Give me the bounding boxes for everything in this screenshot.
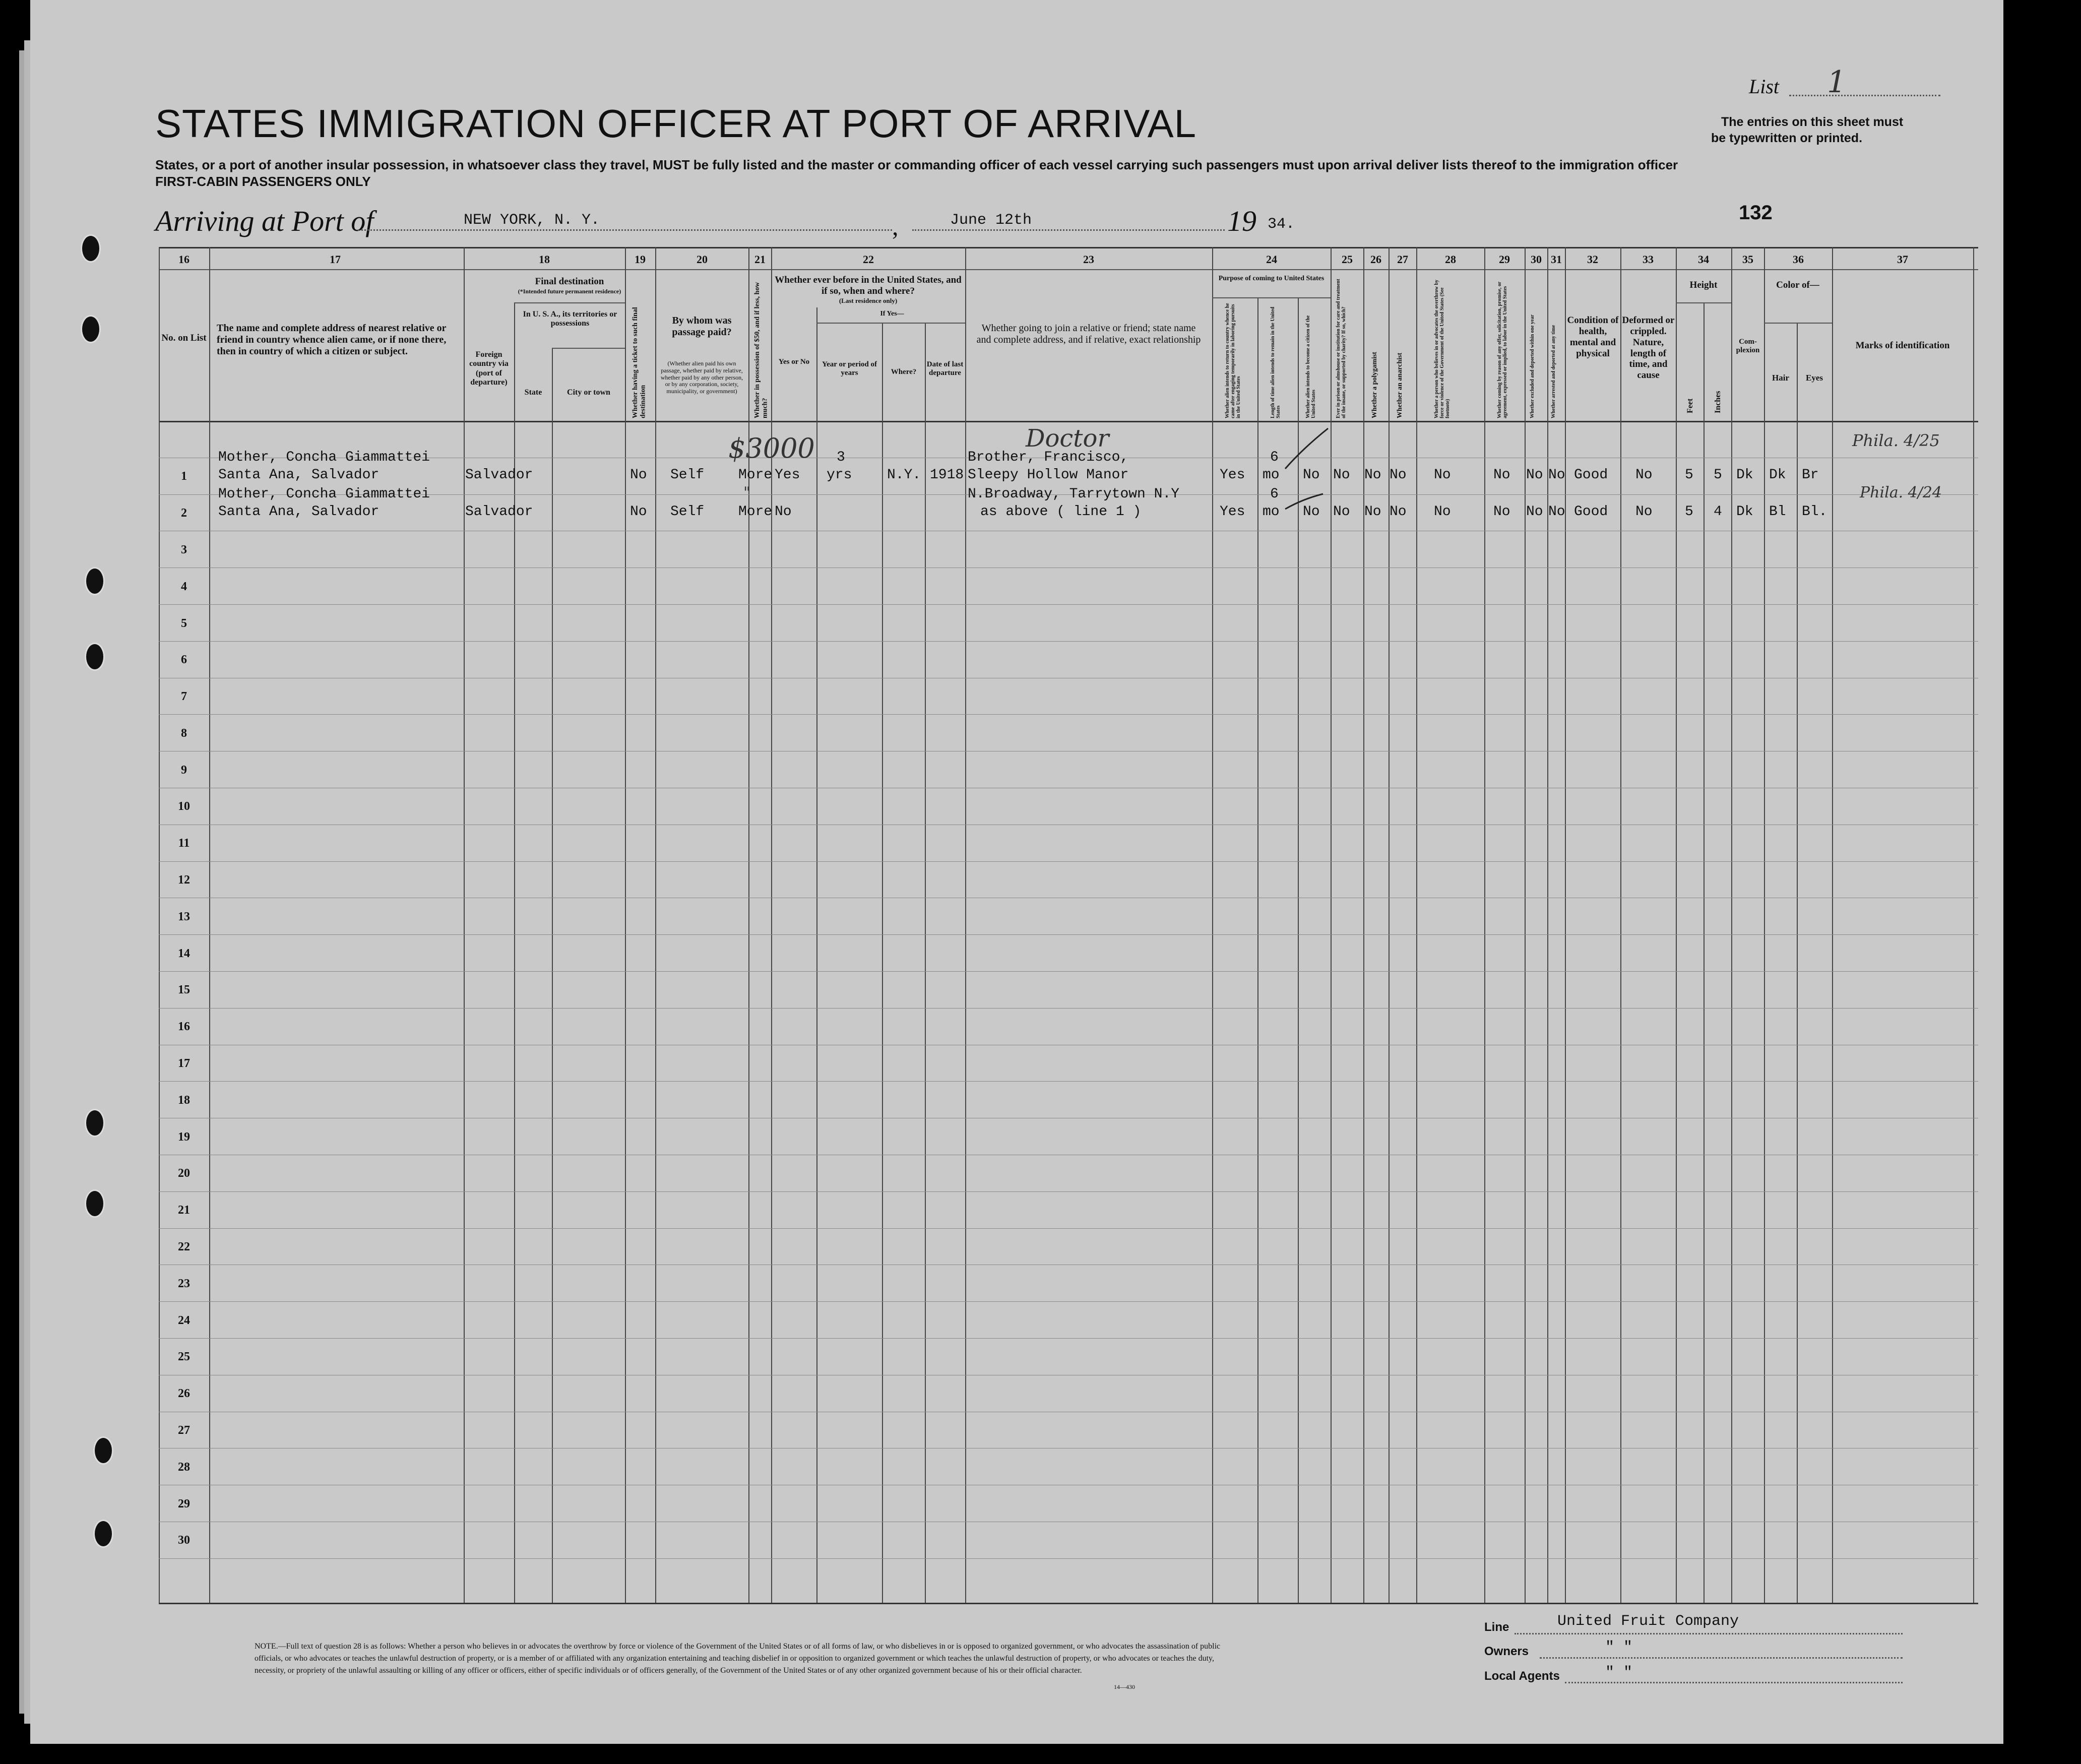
page-title: STATES IMMIGRATION OFFICER AT PORT OF ARRIVAL [155, 101, 1197, 146]
header-last-residence: (Last residence only) [839, 297, 898, 304]
header-eyes: Eyes [1806, 373, 1823, 383]
header-overthrow: Whether a person who believes in or advocates the overthrow by force or violence of the Government of the United States (See footnote) [1434, 280, 1451, 418]
citizen: No [1303, 467, 1320, 483]
row-number: 2 [181, 507, 187, 520]
polygamist: No [1364, 504, 1381, 520]
owners-value: " " [1605, 1639, 1633, 1656]
height-feet: 5 [1685, 504, 1693, 520]
hair-color: Bl [1769, 504, 1786, 520]
manifest-table [159, 247, 1978, 1603]
binder-hole [85, 567, 105, 595]
relative-name: Mother, Concha Giammattei [218, 486, 430, 502]
row-number: 15 [178, 983, 190, 996]
years-unit: yrs [827, 467, 852, 483]
column-number: 33 [1643, 253, 1654, 266]
column-number: 23 [1083, 253, 1094, 266]
row-number: 1 [181, 470, 187, 483]
hair-color: Dk [1769, 467, 1786, 483]
passenger-class: FIRST-CABIN PASSENGERS ONLY [155, 174, 371, 189]
binder-hole [85, 643, 105, 671]
health: Good [1574, 467, 1608, 483]
prison: No [1333, 467, 1350, 483]
row-number: 8 [181, 727, 187, 740]
relative-name: Mother, Concha Giammattei [218, 450, 430, 465]
agents-value: " " [1605, 1664, 1633, 1681]
manifest-sheet: List 1 STATES IMMIGRATION OFFICER AT PORT OF ARRIVAL States, or a port of another insular possession, in whatsoever class they travel, MUST be fully listed and the master or commanding officer of each vessel carrying such passengers must upon arrival deliver lists thereof to the immigration officer FIRST-CABIN PASSENGERS ONLY The entries on this sheet must be typewritten or printed. Arriving at Port of NEW YORK, N. Y. , June 12th 19 34. 132 16 17 18 19 20 21 22 23 24 25 26 27 28 29 30 31 32 33 34 35 36 37 No. on List The name and complete address of nearest relative or friend in country whence alien came, or if none there, then in country of which a citizen or subject. Final destination (*Intended future permanent residence) Foreign country via (port of departure) In U. S. A., its territories or possessions State City or town Whether having a ticket to such final destination By whom was passage paid? (Whether alien paid his own passage, whether paid by relative, whether paid by any other person, or by any corporation, society, municipality, or government) Whether in possession of $50, and if less, how much? Whether ever before in the United States, and if so, when and where? (Last residence only) Yes or No If Yes— Year or period of years Where? Date of last departure Whether going to join a relative or friend; state name and complete address, and if relative, exact relationship Purpose of coming to United States Whether alien intends to return to country whence he came after engaging temporarily in laboring pursuits in the United States Length of time alien intends to remain in the United States Whether alien intends to become a citizen of the United States Ever in prison or almshouse or institution for care and treatment of the insane, or supported by charity? If so, which? Whether a polygamist Whether an anarchist Whether a person who believes in or advocates the overthrow by force or violence of the Government of the United States (See footnote) Whether coming by reason of any offer, solicitation, promise, or agreement, expressed or implied, to labor in the United States Whether excluded and deported within one year Whether arrested and deported at any time Condition of health, mental and physical Deformed or crippled. Nature, length of time, and cause Height Feet Inches Com-plexion Color of— Hair Eyes Marks of identification 1 Mother, Concha Giammattei Santa Ana, Salvador Salvador No Self $3000 More Yes 3 yrs N.Y. 1918 Doctor Brother, Francisco, Sleepy Hollow Manor Yes 6 mo No No No No No No No No Good No 5 5 Dk Dk Br Phila. 4/25 2 Mother, Concha Giammattei Santa Ana, Salvador Salvador No Self " More No N.Broadway, Tarrytown N.Y as above ( line 1 ) Yes 6 mo No No No No No No No No Good No 5 4 Dk Bl Bl. Phila. 4/24 3 4 5 6 7 8 9 10 11 12 13 14 15 16 17 18 19 20 21 22 23 24 25 26 27 28 29 30 NOTE.—Full text of question 28 is as follows: Whether a person who believes in or advocates the overthrow by force or violence of the Government of the United States or of all forms of law, or who disbelieves in or is opposed to organized government, or who advocates the assassination of public officials, or who advocates or teaches the unlawful destruction of property, or is a member of or affiliated with any organization entertaining and teaching disbelief in or opposition to organized government or which teaches the unlawful destruction of property, or who advocates or teaches the duty, necessity, or propriety of the unlawful assaulting or killing of any officer or officers, either of specific individuals or of officers generally, of the Government of the United States or of any other organized government because of his or their official character. 14—430 Line United Fruit Company Owners " " Local Agents " " [30, 0, 2003, 1744]
complexion: Dk [1736, 467, 1753, 483]
column-number: 34 [1698, 253, 1709, 266]
row-number: 23 [178, 1277, 190, 1290]
agents-label: Local Agents [1484, 1669, 1560, 1683]
deformed: No [1635, 467, 1653, 483]
footnote: NOTE.—Full text of question 28 is as follows: Whether a person who believes in or advocates the overthrow by force or violence of the Government of the United States or of all forms of law, or who disbelieves in or is opposed to organized government, or who advocates the assassination of public officials, or who advocates or teaches the unlawful destruction of property, or is a member of or affiliated with any organization entertaining and teaching disbelief in or opposition to organized government or which teaches the unlawful destruction of property, or who advocates or teaches the duty, necessity, or propriety of the unlawful assaulting or killing of any officer or officers, either of specific individuals or of officers generally, of the Government of the United States or of any other organized government because of his or their official character. [255, 1642, 1221, 1675]
row-number: 30 [178, 1534, 190, 1547]
labor-offer: No [1493, 467, 1510, 483]
eye-color: Br [1802, 467, 1819, 483]
header-foreign-country: Foreign country via (port of departure) [469, 350, 509, 387]
column-number: 27 [1397, 253, 1408, 266]
header-height: Height [1689, 280, 1718, 290]
header-money: Whether in possession of $50, and if less, how much? [753, 282, 769, 418]
form-number: 14—430 [1114, 1683, 1135, 1690]
overthrow: No [1434, 467, 1451, 483]
row-number: 6 [181, 653, 187, 666]
header-hair: Hair [1772, 373, 1789, 383]
column-number: 31 [1551, 253, 1562, 266]
row-number: 27 [178, 1424, 190, 1437]
row-number: 26 [178, 1387, 190, 1400]
list-number: 1 [1827, 65, 1847, 100]
row-number: 5 [181, 617, 187, 630]
year-prefix: 19 [1227, 205, 1256, 237]
excluded: No [1526, 504, 1543, 520]
relative-address: Santa Ana, Salvador [218, 504, 380, 520]
header-yes-or-no: Yes or No [778, 358, 810, 366]
header-polygamist: Whether a polygamist [1371, 352, 1378, 418]
before-in-us: Yes [775, 467, 800, 483]
row-number: 25 [178, 1350, 190, 1363]
header-marks: Marks of identification [1855, 340, 1950, 351]
header-inches: Inches [1714, 391, 1722, 413]
row-number: 13 [178, 910, 190, 923]
column-number: 21 [754, 253, 766, 266]
column-number: 22 [863, 253, 874, 266]
row-number: 19 [178, 1130, 190, 1144]
column-number: 35 [1742, 253, 1753, 266]
list-label: List [1749, 75, 1780, 98]
money: More [738, 467, 773, 483]
binder-hole [85, 1189, 105, 1218]
row-number: 9 [181, 764, 187, 777]
header-date-departure: Date of last departure [926, 360, 964, 377]
polygamist: No [1364, 467, 1381, 483]
join-relative: as above ( line 1 ) [980, 504, 1142, 520]
deformed: No [1635, 504, 1653, 520]
prison: No [1333, 504, 1350, 520]
header-if-yes: If Yes— [880, 310, 904, 318]
header-join-relative: Whether going to join a relative or friend; state name and complete address, and if relative, exact relationship [976, 323, 1201, 345]
binder-hole [81, 315, 101, 343]
ticket: No [630, 467, 647, 483]
header-excluded: Whether excluded and deported within one year [1530, 314, 1535, 418]
header-where: Where? [891, 368, 917, 376]
row-number: 4 [181, 580, 187, 593]
column-number: 24 [1266, 253, 1277, 266]
column-number: 17 [330, 253, 341, 266]
column-number: 32 [1587, 253, 1598, 266]
row-number: 12 [178, 873, 190, 887]
row-number: 29 [178, 1497, 190, 1510]
arrested: No [1548, 467, 1565, 483]
length-unit: mo [1263, 504, 1280, 520]
column-number: 20 [697, 253, 708, 266]
money-note: $3000 [728, 432, 815, 464]
column-number: 25 [1342, 253, 1353, 266]
header-labor-offer: Whether coming by reason of any offer, solicitation, promise, or agreement, expressed or implied, to labor in the United States [1497, 281, 1508, 418]
height-feet: 5 [1685, 467, 1693, 483]
header-health: Condition of health, mental and physical [1567, 315, 1619, 359]
row-number: 21 [178, 1204, 190, 1217]
header-feet: Feet [1686, 398, 1694, 413]
height-inches: 4 [1714, 504, 1722, 520]
overthrow: No [1434, 504, 1451, 520]
departure-date: 1918 [930, 467, 964, 483]
page-number: 132 [1739, 202, 1773, 224]
row-number: 24 [178, 1314, 190, 1327]
year-suffix: 34. [1268, 216, 1295, 233]
column-number: 16 [178, 253, 190, 266]
row-number: 11 [178, 837, 190, 850]
owners-label: Owners [1484, 1645, 1529, 1658]
subtitle-line: States, or a port of another insular possession, in whatsoever class they travel, MUST be fully listed and the master or commanding officer of each vessel carrying such passengers must upon arrival deliver lists thereof to the immigration officer [155, 157, 1678, 172]
header-state: State [524, 388, 542, 397]
header-intends-citizen: Whether alien intends to become a citizen of the United States [1305, 315, 1316, 418]
binder-hole [81, 234, 101, 263]
arrested: No [1548, 504, 1565, 520]
complexion: Dk [1736, 504, 1753, 520]
header-final-destination: Final destination [535, 276, 604, 287]
column-number: 19 [635, 253, 646, 266]
instruction-line: be typewritten or printed. [1711, 131, 1863, 145]
line-label: Line [1484, 1620, 1509, 1634]
join-address: N.Broadway, Tarrytown N.Y [968, 486, 1180, 502]
column-number: 37 [1897, 253, 1908, 266]
money: More [738, 504, 773, 520]
anarchist: No [1390, 504, 1407, 520]
check-mark [1283, 418, 1333, 519]
purpose: Yes [1220, 504, 1245, 520]
row-number: 16 [178, 1020, 190, 1033]
arriving-label: Arriving at Port of [155, 205, 374, 237]
header-in-usa: In U. S. A., its territories or possessions [523, 310, 617, 328]
column-number: 18 [539, 253, 550, 266]
height-inches: 5 [1714, 467, 1722, 483]
health: Good [1574, 504, 1608, 520]
join-address: Sleepy Hollow Manor [968, 467, 1129, 483]
length-unit: mo [1263, 467, 1280, 483]
header-passage-note: (Whether alien paid his own passage, whether paid by relative, whether paid by any other person, or by any corporation, society, municipality, or government) [660, 360, 743, 395]
line-value: United Fruit Company [1557, 1613, 1739, 1630]
row-number: 7 [181, 690, 187, 703]
header-year-period: Year or period of years [822, 360, 877, 377]
length-of-stay: 6 [1270, 486, 1279, 502]
header-color-of: Color of— [1776, 280, 1819, 290]
row-number: 17 [178, 1057, 190, 1070]
row-number: 10 [178, 800, 190, 813]
header-relative: The name and complete address of nearest relative or friend in country whence alien came, or if none there, then in country of which a citizen or subject. [217, 323, 447, 357]
column-number: 26 [1370, 253, 1381, 266]
header-ticket: Whether having a ticket to such final destination [632, 307, 647, 418]
header-final-destination-note: (*Intended future permanent residence) [518, 288, 621, 295]
header-length-of-stay: Length of time alien intends to remain in the United States [1270, 306, 1281, 418]
foreign-country: Salvador [465, 504, 533, 520]
column-number: 36 [1793, 253, 1804, 266]
length-of-stay: 6 [1270, 450, 1279, 465]
identification-mark: Phila. 4/25 [1852, 431, 1940, 450]
purpose: Yes [1220, 467, 1245, 483]
binder-hole [93, 1436, 113, 1465]
binder-hole [85, 1109, 105, 1137]
header-passage-paid: By whom was passage paid? [672, 315, 732, 338]
column-number: 30 [1531, 253, 1542, 266]
instruction-line: The entries on this sheet must [1721, 115, 1904, 129]
date-value: June 12th [950, 212, 1032, 229]
row-number: 18 [178, 1094, 190, 1107]
labor-offer: No [1493, 504, 1510, 520]
column-number: 29 [1499, 253, 1510, 266]
ticket: No [630, 504, 647, 520]
binder-hole [93, 1520, 113, 1548]
column-number: 28 [1445, 253, 1456, 266]
port-value: NEW YORK, N. Y. [464, 212, 600, 229]
header-deformed: Deformed or crippled. Nature, length of time, and cause [1622, 315, 1675, 381]
foreign-country: Salvador [465, 467, 533, 483]
anarchist: No [1390, 467, 1407, 483]
before-in-us: No [775, 504, 792, 520]
join-note: Doctor [1026, 424, 1109, 453]
identification-mark: Phila. 4/24 [1860, 484, 1942, 501]
header-arrested: Whether arrested and deported at any time [1551, 325, 1556, 418]
where: N.Y. [887, 467, 921, 483]
header-no-on-list: No. on List [161, 333, 207, 343]
header-purpose-return: Whether alien intends to return to country whence he came after engaging temporarily in laboring pursuits in the United States [1225, 303, 1241, 418]
header-before-in-us: Whether ever before in the United States, and if so, when and where? [775, 275, 962, 296]
header-purpose: Purpose of coming to United States [1218, 275, 1325, 282]
citizen: No [1303, 504, 1320, 520]
row-number: 28 [178, 1461, 190, 1474]
row-number: 20 [178, 1167, 190, 1180]
money-note: " [743, 484, 750, 501]
years: 3 [837, 450, 845, 465]
join-relative: Brother, Francisco, [968, 450, 1129, 465]
row-number: 22 [178, 1240, 190, 1253]
excluded: No [1526, 467, 1543, 483]
relative-address: Santa Ana, Salvador [218, 467, 380, 483]
row-number: 3 [181, 543, 187, 556]
header-city: City or town [567, 388, 610, 397]
row-number: 14 [178, 947, 190, 960]
header-complexion: Com-plexion [1736, 338, 1760, 355]
header-anarchist: Whether an anarchist [1396, 352, 1404, 418]
eye-color: Bl. [1802, 504, 1827, 520]
passage-paid: Self [670, 467, 705, 483]
passage-paid: Self [670, 504, 705, 520]
header-prison: Ever in prison or almshouse or institution for care and treatment of the insane, or supported by charity? If so, which? [1336, 279, 1347, 418]
